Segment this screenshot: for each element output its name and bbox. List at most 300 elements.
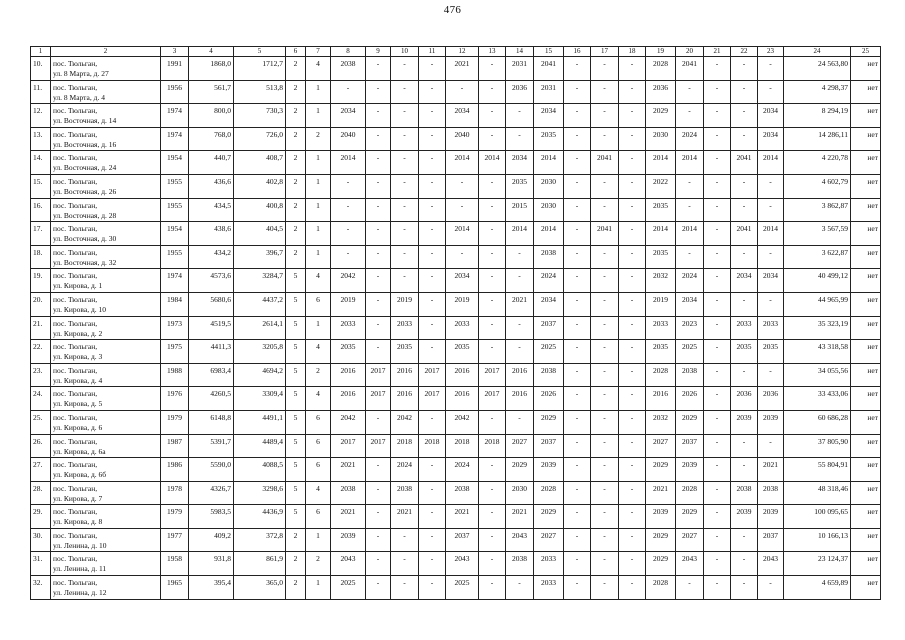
table-cell: 2016: [331, 363, 366, 387]
table-cell: -: [591, 57, 619, 81]
table-cell: 1712,7: [234, 57, 286, 81]
table-cell: -: [506, 245, 534, 269]
table-cell: 2029: [646, 528, 676, 552]
table-cell: 2014: [446, 151, 479, 175]
table-cell: 2021: [506, 505, 534, 529]
table-cell: -: [731, 57, 758, 81]
table-cell: 2014: [479, 151, 506, 175]
table-cell: -: [446, 80, 479, 104]
table-row: [31, 481, 881, 505]
column-header: 20: [676, 47, 704, 57]
table-cell: 2016: [446, 363, 479, 387]
table-cell: -: [758, 363, 784, 387]
table-cell: -: [591, 292, 619, 316]
table-cell: 2022: [646, 174, 676, 198]
table-cell: 2041: [534, 57, 564, 81]
table-cell: -: [331, 174, 366, 198]
address-street: ул. Ленина, д. 10: [53, 540, 107, 550]
column-header: 19: [646, 47, 676, 57]
table-cell: -: [479, 245, 506, 269]
table-cell: -: [391, 151, 419, 175]
row-number: 21.: [31, 316, 51, 340]
table-cell: 440,7: [189, 151, 234, 175]
table-cell: 434,5: [189, 198, 234, 222]
address-street: ул. Ленина, д. 11: [53, 564, 107, 574]
table-cell: 2029: [646, 458, 676, 482]
address-settlement: пос. Тюльган,: [53, 460, 98, 470]
table-cell: 5590,0: [189, 458, 234, 482]
table-cell: 5: [286, 292, 306, 316]
table-cell: 2040: [446, 127, 479, 151]
table-cell: -: [391, 127, 419, 151]
address-cell: [51, 80, 161, 104]
table-cell: 4411,3: [189, 340, 234, 364]
table-cell: нет: [851, 269, 881, 293]
table-cell: 2025: [446, 576, 479, 600]
address-settlement: пос. Тюльган,: [53, 271, 98, 281]
table-cell: 2029: [676, 410, 704, 434]
table-cell: нет: [851, 458, 881, 482]
table-row: [31, 363, 881, 387]
address-settlement: пос. Тюльган,: [53, 59, 98, 68]
table-cell: -: [704, 316, 731, 340]
table-cell: 2016: [446, 387, 479, 411]
table-cell: -: [619, 57, 646, 81]
table-cell: 2: [286, 127, 306, 151]
table-cell: 2025: [676, 340, 704, 364]
table-cell: 2027: [506, 434, 534, 458]
table-cell: -: [731, 198, 758, 222]
table-cell: -: [619, 198, 646, 222]
table-cell: 3298,6: [234, 481, 286, 505]
table-cell: 2041: [591, 151, 619, 175]
table-row: [31, 505, 881, 529]
table-cell: 6: [306, 434, 331, 458]
table-cell: 4573,6: [189, 269, 234, 293]
table-cell: 2: [306, 127, 331, 151]
table-cell: 2014: [758, 151, 784, 175]
table-cell: -: [731, 552, 758, 576]
table-cell: 396,7: [234, 245, 286, 269]
table-cell: 4 602,79: [784, 174, 851, 198]
table-cell: -: [419, 481, 446, 505]
address-street: ул. Восточная, д. 28: [53, 210, 117, 220]
address-settlement: пос. Тюльган,: [53, 82, 98, 92]
table-cell: нет: [851, 127, 881, 151]
table-cell: 2041: [591, 222, 619, 246]
table-cell: 2021: [646, 481, 676, 505]
column-header: 18: [619, 47, 646, 57]
address-cell: [51, 340, 161, 364]
table-cell: 2035: [646, 198, 676, 222]
table-cell: 4 298,37: [784, 80, 851, 104]
table-cell: -: [419, 245, 446, 269]
address-settlement: пос. Тюльган,: [53, 342, 98, 352]
table-cell: 43 318,58: [784, 340, 851, 364]
table-cell: 2039: [731, 505, 758, 529]
table-cell: 2041: [731, 151, 758, 175]
row-number: 14.: [31, 151, 51, 175]
table-cell: 730,3: [234, 104, 286, 128]
table-cell: 2033: [731, 316, 758, 340]
table-cell: -: [564, 174, 591, 198]
table-cell: 1979: [161, 410, 189, 434]
address-street: ул. Кирова, д. 5: [53, 399, 103, 409]
table-cell: 2034: [676, 292, 704, 316]
table-cell: 2017: [331, 434, 366, 458]
table-cell: -: [564, 528, 591, 552]
table-row: [31, 222, 881, 246]
table-cell: 2039: [534, 458, 564, 482]
address-street: ул. Ленина, д. 12: [53, 588, 107, 598]
table-cell: -: [591, 434, 619, 458]
table-cell: нет: [851, 505, 881, 529]
table-cell: -: [479, 104, 506, 128]
address-street: ул. Кирова, д. 6а: [53, 446, 106, 456]
table-cell: -: [591, 316, 619, 340]
table-cell: -: [366, 528, 391, 552]
table-cell: -: [704, 269, 731, 293]
table-cell: 48 318,46: [784, 481, 851, 505]
table-cell: 1955: [161, 198, 189, 222]
table-cell: 5391,7: [189, 434, 234, 458]
table-cell: -: [366, 292, 391, 316]
table-body: [31, 57, 881, 600]
table-cell: -: [366, 151, 391, 175]
table-cell: 5: [286, 316, 306, 340]
table-cell: 2025: [534, 340, 564, 364]
table-cell: -: [704, 576, 731, 600]
table-cell: -: [591, 127, 619, 151]
table-cell: 1: [306, 80, 331, 104]
address-settlement: пос. Тюльган,: [53, 200, 98, 210]
column-header: 15: [534, 47, 564, 57]
table-cell: 6148,8: [189, 410, 234, 434]
table-cell: -: [366, 222, 391, 246]
table-cell: -: [479, 269, 506, 293]
table-cell: 400,8: [234, 198, 286, 222]
table-cell: -: [758, 57, 784, 81]
table-cell: -: [564, 552, 591, 576]
table-cell: 2: [306, 552, 331, 576]
table-cell: -: [564, 127, 591, 151]
table-cell: -: [591, 552, 619, 576]
table-cell: -: [366, 340, 391, 364]
table-cell: 1977: [161, 528, 189, 552]
row-number: 30.: [31, 528, 51, 552]
address-street: ул. Кирова, д. 8: [53, 517, 103, 527]
table-cell: 3205,8: [234, 340, 286, 364]
table-cell: -: [366, 458, 391, 482]
table-row: [31, 576, 881, 600]
address-cell: [51, 151, 161, 175]
table-cell: -: [479, 576, 506, 600]
table-cell: 1: [306, 222, 331, 246]
table-cell: 1955: [161, 174, 189, 198]
table-cell: -: [619, 269, 646, 293]
table-cell: -: [704, 528, 731, 552]
table-cell: 1975: [161, 340, 189, 364]
table-cell: -: [506, 576, 534, 600]
table-cell: 2030: [646, 127, 676, 151]
table-cell: -: [564, 198, 591, 222]
table-cell: 23 124,37: [784, 552, 851, 576]
table-cell: 513,8: [234, 80, 286, 104]
table-cell: -: [419, 528, 446, 552]
table-cell: -: [676, 174, 704, 198]
table-cell: нет: [851, 104, 881, 128]
table-cell: -: [366, 174, 391, 198]
table-row: [31, 410, 881, 434]
table-cell: -: [758, 576, 784, 600]
table-cell: -: [564, 57, 591, 81]
table-row: [31, 340, 881, 364]
table-cell: 1974: [161, 104, 189, 128]
table-cell: 5983,5: [189, 505, 234, 529]
table-cell: -: [391, 269, 419, 293]
table-cell: 800,0: [189, 104, 234, 128]
table-cell: 2043: [331, 552, 366, 576]
table-row: [31, 174, 881, 198]
column-header: 16: [564, 47, 591, 57]
address-cell: [51, 127, 161, 151]
table-cell: -: [391, 576, 419, 600]
table-row: [31, 458, 881, 482]
row-number: 11.: [31, 80, 51, 104]
table-cell: нет: [851, 363, 881, 387]
table-cell: 1956: [161, 80, 189, 104]
table-cell: нет: [851, 198, 881, 222]
table-cell: 24 563,80: [784, 57, 851, 81]
table-cell: -: [704, 222, 731, 246]
table-cell: 2034: [758, 127, 784, 151]
table-cell: 3309,4: [234, 387, 286, 411]
table-cell: 44 965,99: [784, 292, 851, 316]
table-cell: 2034: [331, 104, 366, 128]
table-cell: -: [619, 245, 646, 269]
table-cell: -: [676, 576, 704, 600]
table-cell: 2: [286, 576, 306, 600]
table-cell: -: [591, 481, 619, 505]
address-street: ул. Восточная, д. 32: [53, 257, 117, 267]
table-cell: 60 686,28: [784, 410, 851, 434]
table-row: [31, 316, 881, 340]
table-cell: 14 286,11: [784, 127, 851, 151]
table-cell: 1988: [161, 363, 189, 387]
table-cell: -: [564, 80, 591, 104]
table-cell: 2034: [534, 104, 564, 128]
table-cell: -: [704, 198, 731, 222]
table-cell: 2038: [391, 481, 419, 505]
table-cell: 1978: [161, 481, 189, 505]
table-cell: 2017: [479, 387, 506, 411]
table-row: [31, 127, 881, 151]
table-cell: 2017: [366, 387, 391, 411]
address-street: ул. Восточная, д. 30: [53, 234, 117, 244]
table-cell: 2019: [646, 292, 676, 316]
address-street: ул. Восточная, д. 24: [53, 163, 117, 173]
table-cell: 5: [286, 481, 306, 505]
table-header: [31, 47, 881, 57]
table-cell: 2023: [676, 316, 704, 340]
table-cell: -: [591, 340, 619, 364]
table-cell: 2016: [646, 387, 676, 411]
address-street: ул. Восточная, д. 16: [53, 139, 117, 149]
address-settlement: пос. Тюльган,: [53, 365, 98, 375]
column-header: 23: [758, 47, 784, 57]
table-cell: 5: [286, 410, 306, 434]
table-cell: 2024: [446, 458, 479, 482]
address-settlement: пос. Тюльган,: [53, 554, 98, 564]
table-cell: 2028: [646, 363, 676, 387]
table-cell: 2: [286, 245, 306, 269]
table-cell: 2038: [731, 481, 758, 505]
column-header: 6: [286, 47, 306, 57]
table-cell: -: [366, 269, 391, 293]
table-cell: -: [419, 410, 446, 434]
table-cell: 34 055,56: [784, 363, 851, 387]
table-cell: 1: [306, 576, 331, 600]
table-cell: -: [704, 552, 731, 576]
address-cell: [51, 387, 161, 411]
table-cell: 2038: [676, 363, 704, 387]
address-street: ул. Кирова, д. 10: [53, 304, 107, 314]
table-cell: 2030: [506, 481, 534, 505]
row-number: 23.: [31, 363, 51, 387]
table-cell: 4: [306, 269, 331, 293]
table-cell: 4491,1: [234, 410, 286, 434]
column-header: 7: [306, 47, 331, 57]
table-cell: -: [591, 269, 619, 293]
table-cell: -: [591, 198, 619, 222]
table-cell: -: [564, 340, 591, 364]
table-cell: -: [704, 410, 731, 434]
table-cell: 561,7: [189, 80, 234, 104]
row-number: 18.: [31, 245, 51, 269]
column-header: 14: [506, 47, 534, 57]
table-cell: 2037: [534, 316, 564, 340]
table-cell: -: [564, 245, 591, 269]
table-cell: 2016: [391, 387, 419, 411]
table-cell: -: [506, 269, 534, 293]
table-cell: 2: [286, 198, 306, 222]
table-cell: 2017: [419, 387, 446, 411]
table-cell: 4088,5: [234, 458, 286, 482]
table-cell: 2014: [676, 151, 704, 175]
table-cell: 2039: [731, 410, 758, 434]
table-cell: 2038: [331, 481, 366, 505]
table-cell: 4489,4: [234, 434, 286, 458]
address-settlement: пос. Тюльган,: [53, 294, 98, 304]
address-settlement: пос. Тюльган,: [53, 530, 98, 540]
page-number: 476: [443, 4, 462, 16]
table-cell: -: [419, 576, 446, 600]
column-header: 22: [731, 47, 758, 57]
table-cell: 1: [306, 245, 331, 269]
table-cell: -: [479, 222, 506, 246]
table-cell: 2038: [758, 481, 784, 505]
table-cell: 6: [306, 458, 331, 482]
table-cell: 409,2: [189, 528, 234, 552]
table-cell: 372,8: [234, 528, 286, 552]
table-cell: -: [564, 292, 591, 316]
table-cell: 1: [306, 104, 331, 128]
address-settlement: пос. Тюльган,: [53, 507, 98, 517]
table-cell: -: [619, 292, 646, 316]
table-cell: 4 659,89: [784, 576, 851, 600]
table-cell: -: [758, 434, 784, 458]
table-row: [31, 269, 881, 293]
table-cell: -: [758, 245, 784, 269]
table-cell: 3284,7: [234, 269, 286, 293]
column-header: 11: [419, 47, 446, 57]
table-cell: -: [446, 245, 479, 269]
address-cell: [51, 410, 161, 434]
table-cell: 2034: [506, 151, 534, 175]
table-cell: 2029: [506, 458, 534, 482]
table-cell: -: [331, 198, 366, 222]
table-cell: -: [479, 481, 506, 505]
table-cell: 2021: [331, 458, 366, 482]
table-cell: 2043: [676, 552, 704, 576]
column-header: 5: [234, 47, 286, 57]
table-cell: 5: [286, 269, 306, 293]
address-cell: [51, 552, 161, 576]
table-cell: 37 805,90: [784, 434, 851, 458]
table-cell: 2027: [534, 528, 564, 552]
row-number: 24.: [31, 387, 51, 411]
table-cell: -: [731, 292, 758, 316]
table-cell: 2024: [676, 269, 704, 293]
table-cell: 2014: [506, 222, 534, 246]
table-cell: -: [758, 80, 784, 104]
address-settlement: пос. Тюльган,: [53, 106, 98, 116]
table-cell: 2035: [646, 340, 676, 364]
table-cell: нет: [851, 292, 881, 316]
table-cell: -: [591, 104, 619, 128]
table-cell: -: [564, 363, 591, 387]
row-number: 27.: [31, 458, 51, 482]
table-cell: 2037: [534, 434, 564, 458]
address-street: ул. 8 Марта, д. 4: [53, 92, 105, 102]
address-cell: [51, 222, 161, 246]
table-cell: 2036: [646, 80, 676, 104]
column-header: 13: [479, 47, 506, 57]
table-row: [31, 434, 881, 458]
table-cell: 2: [286, 174, 306, 198]
table-cell: 1954: [161, 222, 189, 246]
table-cell: -: [704, 127, 731, 151]
table-cell: 4326,7: [189, 481, 234, 505]
table-cell: -: [479, 410, 506, 434]
table-cell: 2035: [731, 340, 758, 364]
table-cell: 3 567,59: [784, 222, 851, 246]
row-number: 19.: [31, 269, 51, 293]
row-number: 32.: [31, 576, 51, 600]
table-cell: нет: [851, 434, 881, 458]
table-cell: 2034: [758, 269, 784, 293]
table-cell: 5: [286, 340, 306, 364]
table-cell: -: [419, 316, 446, 340]
table-cell: -: [731, 458, 758, 482]
table-cell: -: [479, 174, 506, 198]
table-cell: 2014: [646, 151, 676, 175]
table-cell: 2028: [534, 481, 564, 505]
table-cell: 2042: [391, 410, 419, 434]
row-number: 12.: [31, 104, 51, 128]
table-cell: -: [676, 245, 704, 269]
table-cell: 1984: [161, 292, 189, 316]
